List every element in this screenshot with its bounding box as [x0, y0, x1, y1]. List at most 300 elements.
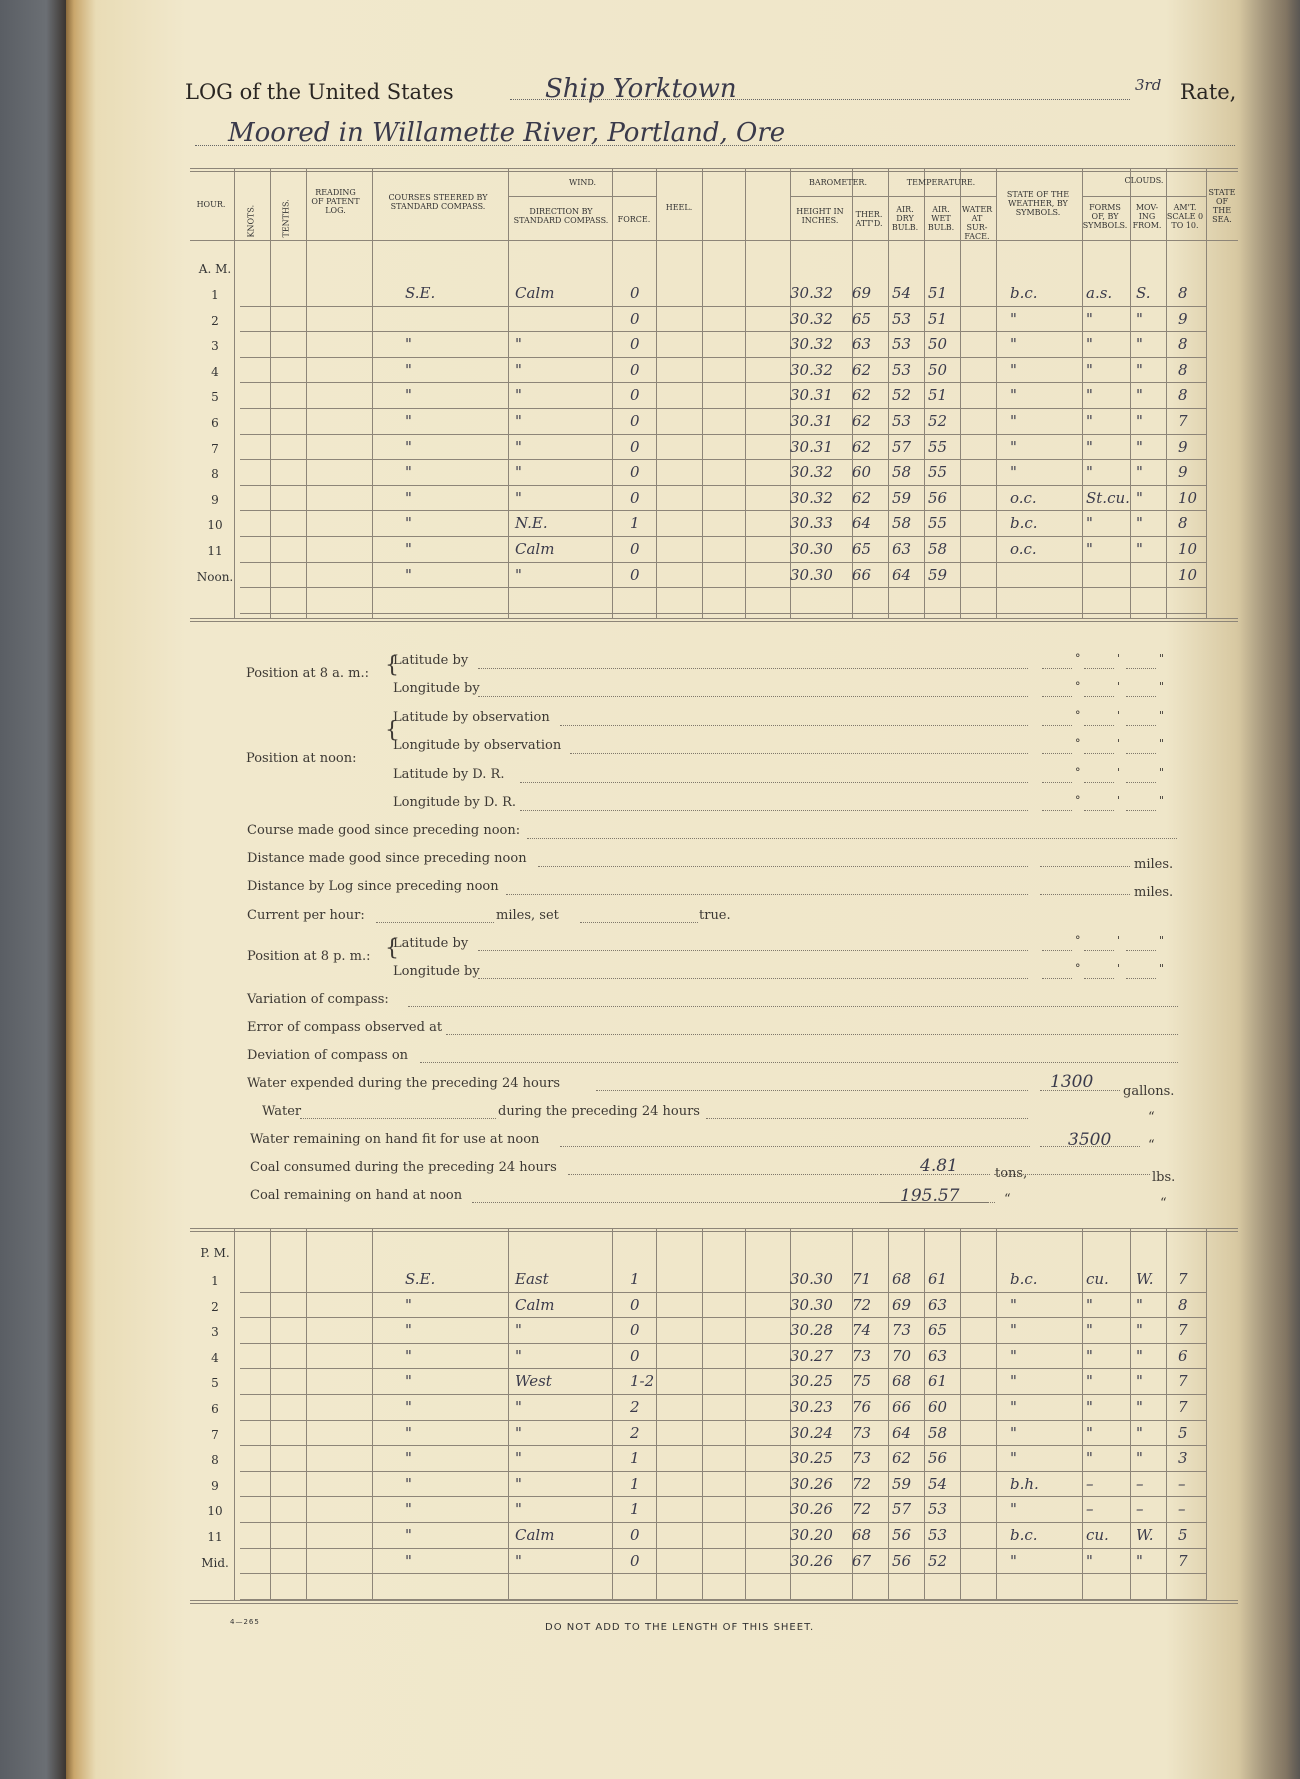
am-moving-cell: "	[1136, 514, 1143, 533]
col-air-wet: AIR. WET BULB.	[927, 205, 955, 232]
pm-weather-cell: "	[1010, 1500, 1017, 1519]
pm-wet-cell: 58	[928, 1423, 948, 1442]
pm-course-cell: "	[405, 1551, 412, 1570]
grid-col-rule	[372, 1228, 373, 1600]
ship-name: Ship Yorktown	[545, 74, 737, 104]
grid-col-rule	[1206, 168, 1207, 618]
current-label: Current per hour:	[247, 908, 365, 923]
dotted-rule-18	[706, 1118, 1028, 1119]
coord-blank	[1126, 810, 1156, 811]
am-dry-cell: 54	[892, 284, 912, 302]
am-course-cell: S.E.	[405, 284, 436, 302]
pm-height-cell: 30.30	[790, 1295, 833, 1314]
pm-ther-cell: 74	[852, 1321, 872, 1340]
am-course-cell: "	[405, 488, 412, 507]
pm-wet-cell: 63	[928, 1295, 948, 1314]
coord-deg-mark: °	[1075, 934, 1081, 947]
col-forms: FORMS OF, BY SYMBOLS.	[1082, 203, 1128, 230]
pm-wet-cell: 63	[928, 1346, 948, 1365]
pm-amount-cell: 7	[1178, 1321, 1188, 1340]
pm-hour-6: 6	[211, 1402, 219, 1416]
rate-label: Rate,	[1180, 80, 1237, 104]
pm-hour-1: 1	[211, 1274, 219, 1288]
grid-row-rule	[240, 459, 1206, 460]
am-hour-3: 3	[211, 339, 219, 354]
am-amount-cell: 7	[1178, 412, 1188, 430]
grid-col-rule	[996, 168, 997, 618]
coord-blank	[1126, 668, 1156, 669]
background-left	[0, 0, 66, 1779]
am-height-cell: 30.32	[790, 335, 833, 354]
coord-min-mark: '	[1117, 737, 1121, 750]
am-force-cell: 0	[630, 540, 640, 558]
am-weather-cell: o.c.	[1010, 488, 1037, 507]
grid-col-rule	[702, 1228, 703, 1600]
pm-wet-cell: 61	[928, 1270, 948, 1288]
col-clouds: CLOUDS.	[1124, 176, 1164, 185]
am-dry-cell: 53	[892, 309, 912, 328]
coord-min-mark: '	[1117, 766, 1121, 779]
coord-sec-mark: "	[1159, 709, 1165, 722]
coord-sec-mark: "	[1159, 766, 1165, 779]
pm-wind-cell: "	[515, 1449, 522, 1468]
water-remaining-blank	[1040, 1146, 1140, 1147]
pm-wind-cell: "	[515, 1474, 522, 1493]
am-dry-cell: 58	[892, 514, 912, 533]
am-force-cell: 0	[630, 284, 640, 302]
pm-height-cell: 30.28	[790, 1321, 833, 1340]
am-height-cell: 30.30	[790, 565, 833, 584]
coord-min-mark: '	[1117, 680, 1121, 693]
am-weather-cell: o.c.	[1010, 540, 1037, 558]
coal-remaining-value: 195.57	[900, 1186, 960, 1206]
coord-blank	[1042, 696, 1072, 697]
pm-wind-cell: East	[515, 1270, 549, 1288]
pm-wet-cell: 54	[928, 1474, 948, 1493]
am-amount-cell: 8	[1178, 360, 1188, 379]
am-height-cell: 30.32	[790, 360, 833, 379]
grid-col-rule	[1082, 168, 1083, 618]
pm-hour-10: 10	[207, 1504, 223, 1519]
am-moving-cell: "	[1136, 335, 1143, 354]
pm-course-cell: "	[405, 1346, 412, 1365]
am-weather-cell: "	[1010, 412, 1017, 430]
pm-force-cell: 0	[630, 1526, 640, 1544]
am-wet-cell: 52	[928, 412, 948, 430]
dotted-rule-19	[560, 1146, 1030, 1147]
am-wet-cell: 55	[928, 437, 948, 456]
pm-forms-cell: "	[1086, 1398, 1093, 1416]
col-wind-direction: DIRECTION BY STANDARD COMPASS.	[513, 207, 609, 225]
am-force-cell: 0	[630, 463, 640, 482]
water-gallons: gallons.	[1123, 1084, 1175, 1099]
pm-wind-cell: "	[515, 1346, 522, 1365]
dotted-rule-13	[408, 1006, 1178, 1007]
dotted-rule-16	[596, 1090, 1028, 1091]
clouds-sub-rule	[1082, 196, 1206, 197]
sheet-notice: DO NOT ADD TO THE LENGTH OF THIS SHEET.	[545, 1622, 815, 1633]
am-hour-2: 2	[211, 313, 219, 328]
am-wind-cell: "	[515, 335, 522, 354]
pm-amount-cell: 8	[1178, 1295, 1188, 1314]
dotted-rule-9	[376, 922, 494, 923]
am-dry-cell: 53	[892, 360, 912, 379]
am-ther-cell: 69	[852, 284, 872, 302]
grid-top-rule	[190, 1228, 1238, 1229]
am-course-cell: "	[405, 386, 412, 405]
am-force-cell: 0	[630, 386, 640, 405]
pm-amount-cell: –	[1178, 1474, 1186, 1493]
coord-sec-mark: "	[1159, 680, 1165, 693]
pm-height-cell: 30.27	[790, 1346, 833, 1365]
pm-height-cell: 30.30	[790, 1270, 833, 1288]
coord-deg-mark: °	[1075, 652, 1081, 665]
am-forms-cell: "	[1086, 309, 1093, 328]
am-ther-cell: 64	[852, 514, 872, 533]
pm-height-cell: 30.25	[790, 1449, 833, 1468]
pm-moving-cell: W.	[1136, 1526, 1154, 1544]
water-during-label: during the preceding 24 hours	[498, 1104, 700, 1119]
am-hour-10: 10	[207, 518, 223, 533]
am-wind-cell: "	[515, 386, 522, 405]
pm-wind-cell: "	[515, 1423, 522, 1442]
grid-col-rule	[656, 1228, 657, 1600]
am-force-cell: 0	[630, 309, 640, 328]
pm-amount-cell: –	[1178, 1500, 1186, 1519]
am-dry-cell: 64	[892, 565, 912, 584]
miles-blank	[1040, 866, 1130, 867]
col-barometer: BAROMETER.	[808, 178, 867, 187]
pm-force-cell: 1	[630, 1474, 640, 1493]
pm-height-cell: 30.23	[790, 1398, 833, 1416]
dotted-rule-1	[478, 696, 1028, 697]
pm-force-cell: 0	[630, 1551, 640, 1570]
coal-tons: tons,	[995, 1166, 1028, 1181]
pos-noon-lon-dr: Longitude by D. R.	[393, 795, 516, 810]
coord-blank	[1042, 725, 1072, 726]
grid-row-rule	[240, 1522, 1206, 1523]
col-height: HEIGHT IN INCHES.	[796, 207, 844, 225]
am-wind-cell: "	[515, 488, 522, 507]
pm-wind-cell: Calm	[515, 1526, 555, 1544]
col-amount: AM'T. SCALE 0 TO 10.	[1166, 203, 1204, 230]
pm-ther-cell: 76	[852, 1398, 872, 1416]
grid-row-rule	[240, 306, 1206, 307]
pm-force-cell: 1	[630, 1449, 640, 1468]
am-forms-cell: "	[1086, 437, 1093, 456]
pm-forms-cell: –	[1086, 1500, 1094, 1519]
wind-sub-rule	[508, 196, 656, 197]
location: Moored in Willamette River, Portland, Ore	[228, 118, 786, 148]
am-ther-cell: 63	[852, 335, 872, 354]
am-forms-cell: "	[1086, 386, 1093, 405]
am-moving-cell: S.	[1136, 284, 1151, 302]
pm-course-cell: "	[405, 1474, 412, 1493]
grid-top-rule-2	[190, 1231, 1238, 1232]
water-label: Water	[262, 1104, 302, 1119]
pm-wind-cell: Calm	[515, 1295, 555, 1314]
pm-moving-cell: –	[1136, 1500, 1144, 1519]
grid-bottom-rule	[190, 1600, 1238, 1601]
am-amount-cell: 8	[1178, 335, 1188, 354]
grid-col-rule	[612, 168, 613, 618]
col-wind-force: FORCE.	[617, 215, 651, 224]
pm-forms-cell: "	[1086, 1295, 1093, 1314]
pm-weather-cell: b.h.	[1010, 1474, 1039, 1493]
am-weather-cell: "	[1010, 309, 1017, 328]
am-course-cell: "	[405, 335, 412, 354]
pos-8pm-lon: Longitude by	[393, 964, 480, 979]
pm-ther-cell: 73	[852, 1423, 872, 1442]
pm-hour-8: 8	[211, 1453, 219, 1468]
pm-height-cell: 30.20	[790, 1526, 833, 1544]
am-weather-cell: "	[1010, 437, 1017, 456]
coord-blank	[1084, 950, 1114, 951]
am-weather-cell: "	[1010, 360, 1017, 379]
pm-force-cell: 1	[630, 1270, 640, 1288]
am-forms-cell: "	[1086, 412, 1093, 430]
am-amount-cell: 10	[1178, 540, 1198, 558]
coal-remaining-label: Coal remaining on hand at noon	[250, 1188, 463, 1203]
pm-force-cell: 2	[630, 1398, 640, 1416]
am-dry-cell: 53	[892, 335, 912, 354]
am-course-cell: "	[405, 437, 412, 456]
grid-col-rule	[1130, 168, 1131, 618]
am-height-cell: 30.31	[790, 412, 833, 430]
grid-row-rule	[240, 1420, 1206, 1421]
am-amount-cell: 8	[1178, 514, 1188, 533]
pm-moving-cell: "	[1136, 1372, 1143, 1391]
coord-sec-mark: "	[1159, 794, 1165, 807]
pm-forms-cell: cu.	[1086, 1270, 1109, 1288]
col-courses: COURSES STEERED BY STANDARD COMPASS.	[388, 193, 488, 211]
coord-deg-mark: °	[1075, 737, 1081, 750]
pm-moving-cell: –	[1136, 1474, 1144, 1493]
pm-hour-11: 11	[207, 1530, 223, 1544]
am-course-cell: "	[405, 514, 412, 533]
coord-min-mark: '	[1117, 794, 1121, 807]
am-wet-cell: 58	[928, 540, 948, 558]
am-ther-cell: 65	[852, 540, 872, 558]
am-course-cell: "	[405, 463, 412, 482]
am-moving-cell: "	[1136, 463, 1143, 482]
dotted-rule-8	[506, 894, 1028, 895]
col-water-surface: WATER AT SUR-FACE.	[961, 205, 993, 241]
pos-noon-label: Position at noon:	[246, 751, 357, 766]
pos-noon-lon-obs: Longitude by observation	[393, 738, 562, 753]
grid-col-rule	[656, 168, 657, 618]
pm-dry-cell: 73	[892, 1321, 912, 1340]
pm-forms-cell: "	[1086, 1346, 1093, 1365]
grid-row-rule	[240, 1548, 1206, 1549]
pm-hour-Mid.: Mid.	[201, 1555, 229, 1570]
am-amount-cell: 8	[1178, 386, 1188, 405]
coord-blank	[1084, 725, 1114, 726]
grid-col-rule	[306, 168, 307, 618]
grid-row-rule	[240, 510, 1206, 511]
pm-dry-cell: 62	[892, 1449, 912, 1468]
grid-row-rule	[240, 587, 1206, 588]
am-moving-cell: "	[1136, 488, 1143, 507]
pm-wet-cell: 53	[928, 1500, 948, 1519]
pm-hour-4: 4	[211, 1350, 219, 1365]
course-made-label: Course made good since preceding noon:	[247, 823, 521, 838]
grid-col-rule	[508, 1228, 509, 1600]
coord-blank	[1084, 753, 1114, 754]
pm-hour-3: 3	[211, 1325, 219, 1340]
coord-blank	[1084, 668, 1114, 669]
pm-wind-cell: "	[515, 1321, 522, 1340]
pm-ther-cell: 72	[852, 1500, 872, 1519]
col-patent-log: READING OF PATENT LOG.	[311, 188, 360, 215]
distance-log-miles: miles.	[1134, 885, 1174, 900]
coord-min-mark: '	[1117, 652, 1121, 665]
pm-label: P. M.	[200, 1246, 230, 1260]
log-title: LOG of the United States	[185, 80, 454, 104]
grid-row-rule	[240, 1496, 1206, 1497]
pm-weather-cell: b.c.	[1010, 1270, 1038, 1288]
am-hour-1: 1	[211, 288, 219, 302]
pm-weather-cell: "	[1010, 1321, 1017, 1340]
am-wet-cell: 50	[928, 360, 948, 379]
pm-dry-cell: 56	[892, 1551, 912, 1570]
pm-moving-cell: "	[1136, 1346, 1143, 1365]
am-ther-cell: 62	[852, 437, 872, 456]
am-forms-cell: "	[1086, 540, 1093, 558]
am-wind-cell: "	[515, 565, 522, 584]
variation-label: Variation of compass:	[247, 992, 389, 1007]
grid-col-rule	[996, 1228, 997, 1600]
am-wind-cell: "	[515, 437, 522, 456]
grid-row-rule	[240, 1343, 1206, 1344]
pm-dry-cell: 68	[892, 1270, 912, 1288]
coord-blank	[1084, 810, 1114, 811]
grid-col-rule	[888, 1228, 889, 1600]
pm-moving-cell: "	[1136, 1449, 1143, 1468]
pos-8pm-label: Position at 8 p. m.:	[247, 949, 371, 964]
pm-forms-cell: "	[1086, 1423, 1093, 1442]
am-wet-cell: 56	[928, 488, 948, 507]
grid-col-rule	[1082, 1228, 1083, 1600]
am-height-cell: 30.31	[790, 386, 833, 405]
am-hour-Noon.: Noon.	[196, 569, 234, 584]
am-forms-cell: "	[1086, 335, 1093, 354]
grid-bottom-rule-2	[190, 1603, 1238, 1604]
coal-consumed-value: 4.81	[920, 1156, 958, 1176]
pm-amount-cell: 7	[1178, 1372, 1188, 1391]
am-wet-cell: 51	[928, 284, 948, 302]
coord-deg-mark: °	[1075, 766, 1081, 779]
grid-col-rule	[372, 168, 373, 618]
am-wind-cell: "	[515, 463, 522, 482]
am-ther-cell: 62	[852, 488, 872, 507]
pm-moving-cell: "	[1136, 1398, 1143, 1416]
pm-course-cell: "	[405, 1449, 412, 1468]
pm-course-cell: "	[405, 1526, 412, 1544]
am-height-cell: 30.31	[790, 437, 833, 456]
coord-sec-mark: "	[1159, 934, 1165, 947]
water-remaining-ditto: “	[1148, 1138, 1155, 1153]
grid-row-rule	[240, 613, 1206, 614]
am-forms-cell: "	[1086, 360, 1093, 379]
pm-wet-cell: 53	[928, 1526, 948, 1544]
am-force-cell: 0	[630, 437, 640, 456]
am-hour-7: 7	[211, 441, 219, 456]
pm-wet-cell: 61	[928, 1372, 948, 1391]
water-expended-blank	[1040, 1090, 1120, 1091]
dotted-rule-10	[580, 922, 698, 923]
pm-height-cell: 30.24	[790, 1423, 833, 1442]
pm-wet-cell: 65	[928, 1321, 948, 1340]
pm-wind-cell: "	[515, 1500, 522, 1519]
pm-wind-cell: "	[515, 1398, 522, 1416]
coord-blank	[1042, 978, 1072, 979]
pm-amount-cell: 6	[1178, 1346, 1188, 1365]
current-miles-set: miles, set	[496, 908, 559, 923]
col-heel: HEEL.	[665, 203, 693, 212]
pm-height-cell: 30.26	[790, 1551, 833, 1570]
am-wind-cell: Calm	[515, 284, 555, 302]
pm-height-cell: 30.25	[790, 1372, 833, 1391]
distance-made-label: Distance made good since preceding noon	[247, 851, 527, 866]
pm-forms-cell: –	[1086, 1474, 1094, 1493]
pm-course-cell: "	[405, 1295, 412, 1314]
pm-dry-cell: 57	[892, 1500, 912, 1519]
pm-weather-cell: b.c.	[1010, 1526, 1038, 1544]
pm-course-cell: "	[405, 1321, 412, 1340]
am-hour-4: 4	[211, 364, 219, 379]
pm-wind-cell: West	[515, 1372, 552, 1391]
coord-sec-mark: "	[1159, 737, 1165, 750]
am-hour-8: 8	[211, 467, 219, 482]
dotted-rule-11	[478, 950, 1028, 951]
am-dry-cell: 63	[892, 540, 912, 558]
pm-dry-cell: 64	[892, 1423, 912, 1442]
pm-course-cell: "	[405, 1423, 412, 1442]
am-wind-cell: "	[515, 360, 522, 379]
pm-hour-2: 2	[211, 1299, 219, 1314]
pm-force-cell: 1-2	[630, 1372, 655, 1391]
dotted-rule-12	[478, 978, 1028, 979]
am-dry-cell: 59	[892, 488, 912, 507]
pos-noon-lat-dr: Latitude by D. R.	[393, 767, 505, 782]
pm-weather-cell: "	[1010, 1346, 1017, 1365]
pm-weather-cell: "	[1010, 1551, 1017, 1570]
grid-col-rule	[508, 168, 509, 618]
coord-deg-mark: °	[1075, 709, 1081, 722]
pm-ther-cell: 72	[852, 1295, 872, 1314]
grid-col-rule	[270, 1228, 271, 1600]
pm-forms-cell: cu.	[1086, 1526, 1109, 1544]
am-wet-cell: 55	[928, 463, 948, 482]
coord-deg-mark: °	[1075, 962, 1081, 975]
pm-force-cell: 0	[630, 1346, 640, 1365]
pm-amount-cell: 5	[1178, 1423, 1188, 1442]
pm-course-cell: "	[405, 1398, 412, 1416]
pm-course-cell: "	[405, 1500, 412, 1519]
coal-remaining-ditto: “	[1004, 1192, 1011, 1207]
pos-8am-lon: Longitude by	[393, 681, 480, 696]
coord-deg-mark: °	[1075, 680, 1081, 693]
am-ther-cell: 62	[852, 386, 872, 405]
pm-weather-cell: "	[1010, 1372, 1017, 1391]
grid-col-rule	[924, 1228, 925, 1600]
am-course-cell: "	[405, 412, 412, 430]
pm-moving-cell: "	[1136, 1551, 1143, 1570]
grid-row-rule	[240, 1394, 1206, 1395]
water-remaining-label: Water remaining on hand fit for use at noon	[250, 1132, 540, 1147]
pos-8pm-lat: Latitude by	[393, 936, 469, 951]
